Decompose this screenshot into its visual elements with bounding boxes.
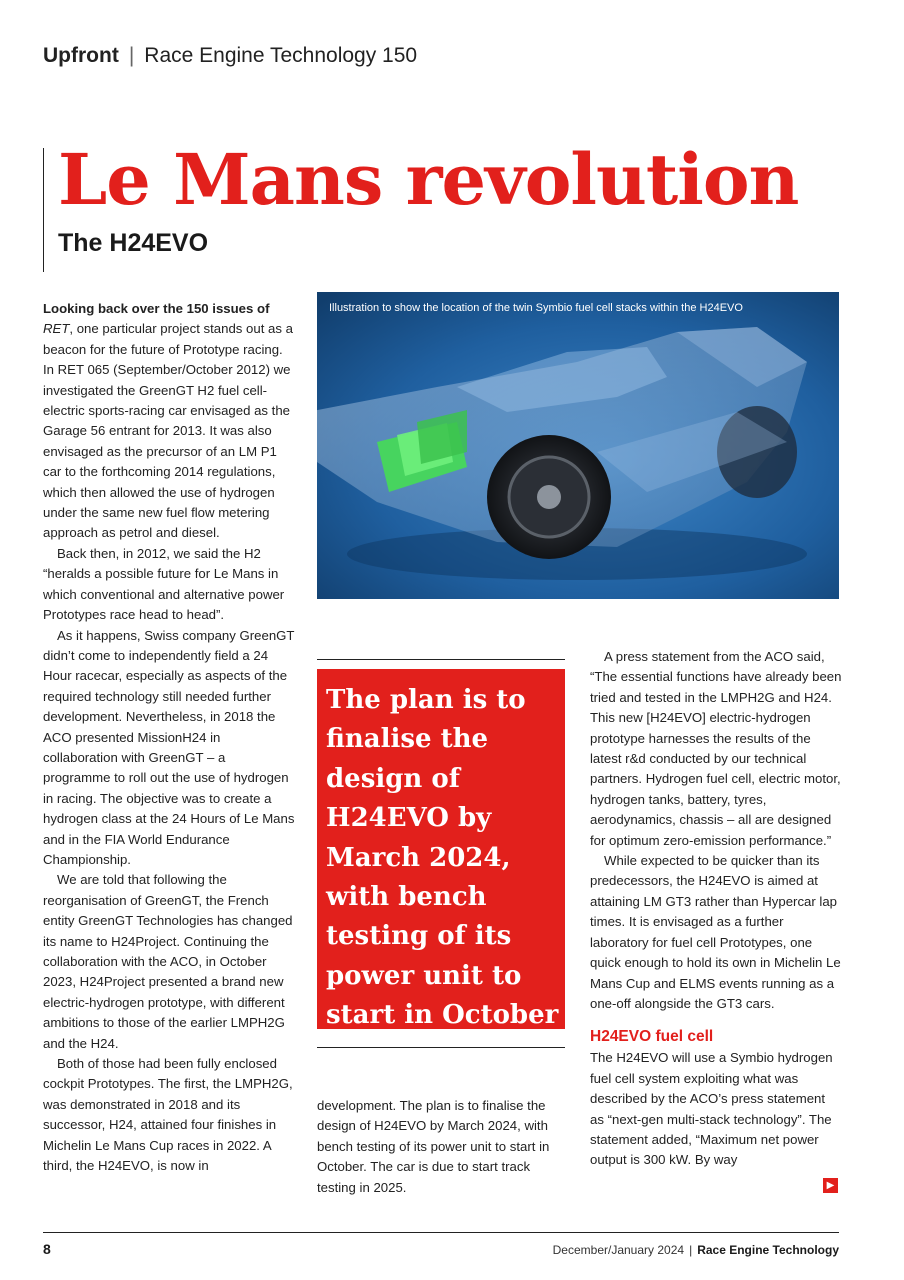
subheading: H24EVO fuel cell [590, 1028, 714, 1046]
car-illustration-graphic [317, 292, 839, 599]
title-rule [43, 148, 44, 272]
issue-date: December/January 2024 [552, 1243, 685, 1257]
paragraph: development. The plan is to finalise the design of H24EVO by March 2024, with bench testing of its power unit to start in October. The car is due to start track testing in 2025. [317, 1098, 550, 1195]
lead-text: , one particular project stands out as a beacon for the future of Prototype racing. In RET 065 (September/October 2012) we investigated the GreenGT H2 fuel cell-electric sports-racing car envisaged as the Garage 56 entrant for 2013. It was also envisaged as the precursor of an LM P1 car to the forthcoming 2014 regulations, which then allowed the use of hydrogen under the same new fuel flow metering approach as petrol and diesel. [43, 321, 293, 541]
column-2 [317, 1096, 569, 1198]
footer-info [553, 1243, 839, 1257]
headline: Le Mans revolution [58, 138, 799, 221]
publication-issue: Race Engine Technology 150 [144, 44, 418, 67]
paragraph: Both of those had been fully enclosed cockpit Prototypes. The first, the LMPH2G, was demonstrated in 2018 and its successor, H24, attained four finishes in Michelin Le Mans Cup races in 2022. A third, the H24EVO, is now in [43, 1056, 293, 1174]
paragraph: Back then, in 2012, we said the H2 “heralds a possible future for Le Mans in which conventional and alternative power Prototypes race head to head”. [43, 545, 285, 623]
paragraph: While expected to be quicker than its predecessors, the H24EVO is aimed at attaining LM GT3 rather than Hypercar lap times. It is envisaged as a further laboratory for fuel cell Prototypes, one quick enough to hold its own in Michelin Le Mans Cup and ELMS events running as a one-off alongside the GT3 cars. [590, 853, 841, 1011]
paragraph: We are told that following the reorganisation of GreenGT, the French entity GreenGT Technologies has changed its name to H24Project. Continuing the collaboration with the ACO, in October 2023, H24Project presented a brand new electric-hydrogen prototype, with different ambitions to those of the earlier LMPH2G and the H24. [43, 872, 293, 1051]
paragraph-lead [43, 299, 295, 544]
column-3 [590, 647, 842, 1171]
lead-bold-text: Looking back over the 150 issues of [43, 301, 270, 316]
standfirst: The H24EVO [58, 229, 209, 257]
pullquote-text: The plan is to finalise the design of H24EVO by March 2024, with bench testing of its power unit to start in October [326, 685, 559, 1031]
paragraph: As it happens, Swiss company GreenGT didn’t come to independently field a 24 Hour racecar, especially as aspects of the required technology still needed further development. Nevertheless, in 2018 the ACO presented MissionH24 in collaboration with GreenGT – a programme to roll out the use of hydrogen in racing. The objective was to create a hydrogen class at the 24 Hours of Le Mans and in the FIA World Endurance Championship. [43, 627, 295, 867]
running-header [43, 44, 417, 68]
paragraph: A press statement from the ACO said, “The essential functions have already been tried and tested in the LMPH2G and H24. This new [H24EVO] electric-hydrogen prototype harnesses the results of the latest r&d conducted by our technical partners. Hydrogen fuel cell, electric motor, hydrogen tanks, battery, tyres, aerodynamics, chassis – all are designed for optimum zero-emission performance.” [590, 649, 842, 848]
footer-rule [43, 1232, 839, 1233]
column-1 [43, 299, 295, 1176]
pullquote-rule-bottom [317, 1047, 565, 1048]
pullquote-rule-top [317, 659, 565, 660]
paragraph: The H24EVO will use a Symbio hydrogen fuel cell system exploiting what was described by the ACO’s press statement as “next-gen multi-stack technology”. The statement added, “Maximum net power output is 300 kW. By way [590, 1050, 833, 1168]
pullquote-box [317, 669, 565, 1029]
section-label: Upfront [43, 44, 119, 67]
continue-arrow-icon: ▶ [823, 1178, 838, 1193]
footer-separator: | [689, 1243, 693, 1257]
header-separator: | [128, 44, 135, 67]
figure-caption: Illustration to show the location of the twin Symbio fuel cell stacks within the H24EVO [329, 302, 743, 314]
footer-publication: Race Engine Technology [697, 1243, 839, 1257]
lead-italic-text: RET [43, 321, 70, 337]
page-number: 8 [43, 1241, 51, 1257]
car-illustration [317, 292, 839, 599]
